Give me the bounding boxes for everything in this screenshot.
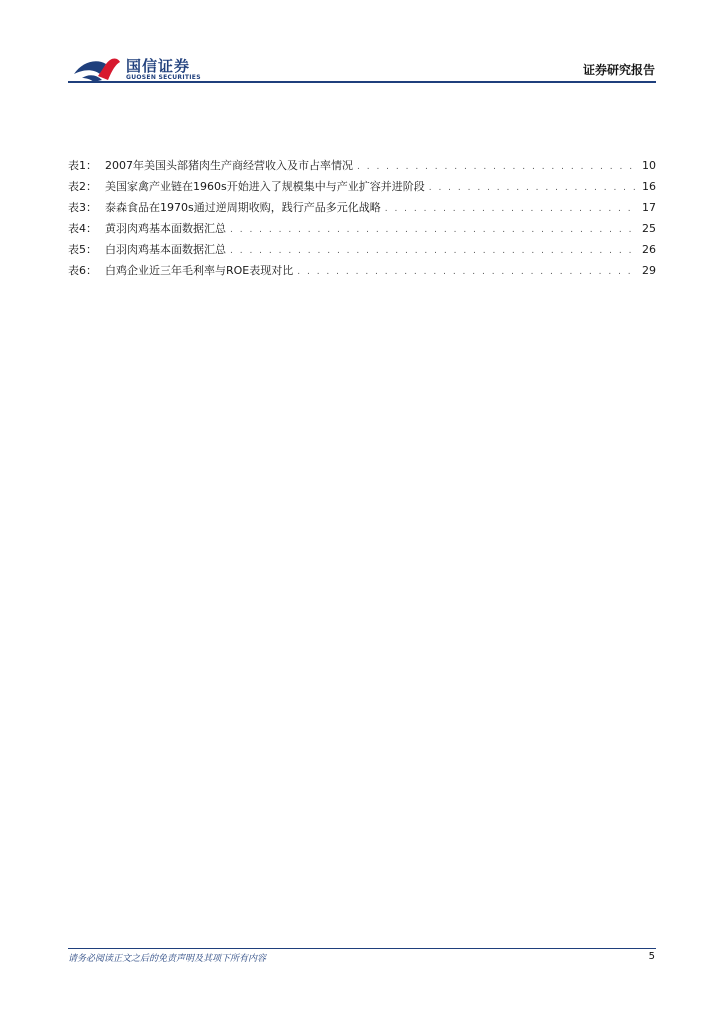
toc-entry[interactable] [68,263,656,284]
toc-entry-page: 10 [642,159,656,172]
toc-entry-title: 2007年美国头部猪肉生产商经营收入及市占率情况 [105,159,353,172]
report-type-label: 证券研究报告 [582,63,655,77]
header-divider [68,81,656,83]
guosen-logo-mark-icon [72,52,122,84]
toc-entry-number: 表3： [68,201,97,214]
table-of-tables [68,158,656,284]
toc-entry-title: 黄羽肉鸡基本面数据汇总 [105,222,226,235]
page-number: 5 [648,951,655,962]
toc-entry-title: 白羽肉鸡基本面数据汇总 [105,243,226,256]
toc-entry[interactable] [68,179,656,200]
toc-entry-page: 29 [642,264,656,277]
toc-entry-title: 美国家禽产业链在1960s开始进入了规模集中与产业扩容并进阶段 [105,180,425,193]
toc-entry[interactable] [68,221,656,242]
toc-entry-page: 16 [642,180,656,193]
toc-entry[interactable] [68,158,656,179]
toc-leader-dots [297,265,638,280]
toc-leader-dots [230,223,638,238]
toc-entry-number: 表4： [68,222,97,235]
footer-divider [68,948,656,949]
toc-leader-dots [385,202,638,217]
toc-entry-number: 表6： [68,264,97,277]
toc-entry-title: 白鸡企业近三年毛利率与ROE表现对比 [105,264,294,277]
logo-company-name-en: GUOSEN SECURITIES [126,74,201,81]
toc-leader-dots [357,160,638,175]
footer-disclaimer: 请务必阅读正文之后的免责声明及其项下所有内容 [68,954,267,964]
toc-entry-number: 表1： [68,159,97,172]
toc-entry-title: 泰森食品在1970s通过逆周期收购，践行产品多元化战略 [105,201,381,214]
toc-entry-page: 25 [642,222,656,235]
toc-leader-dots [230,244,638,259]
toc-entry-number: 表2： [68,180,97,193]
toc-entry[interactable] [68,242,656,263]
guosen-logo [72,52,212,84]
toc-entry-page: 17 [642,201,656,214]
toc-entry-number: 表5： [68,243,97,256]
logo-company-name: 国信证券 [126,57,191,75]
toc-leader-dots [429,181,638,196]
toc-entry-page: 26 [642,243,656,256]
toc-entry[interactable] [68,200,656,221]
